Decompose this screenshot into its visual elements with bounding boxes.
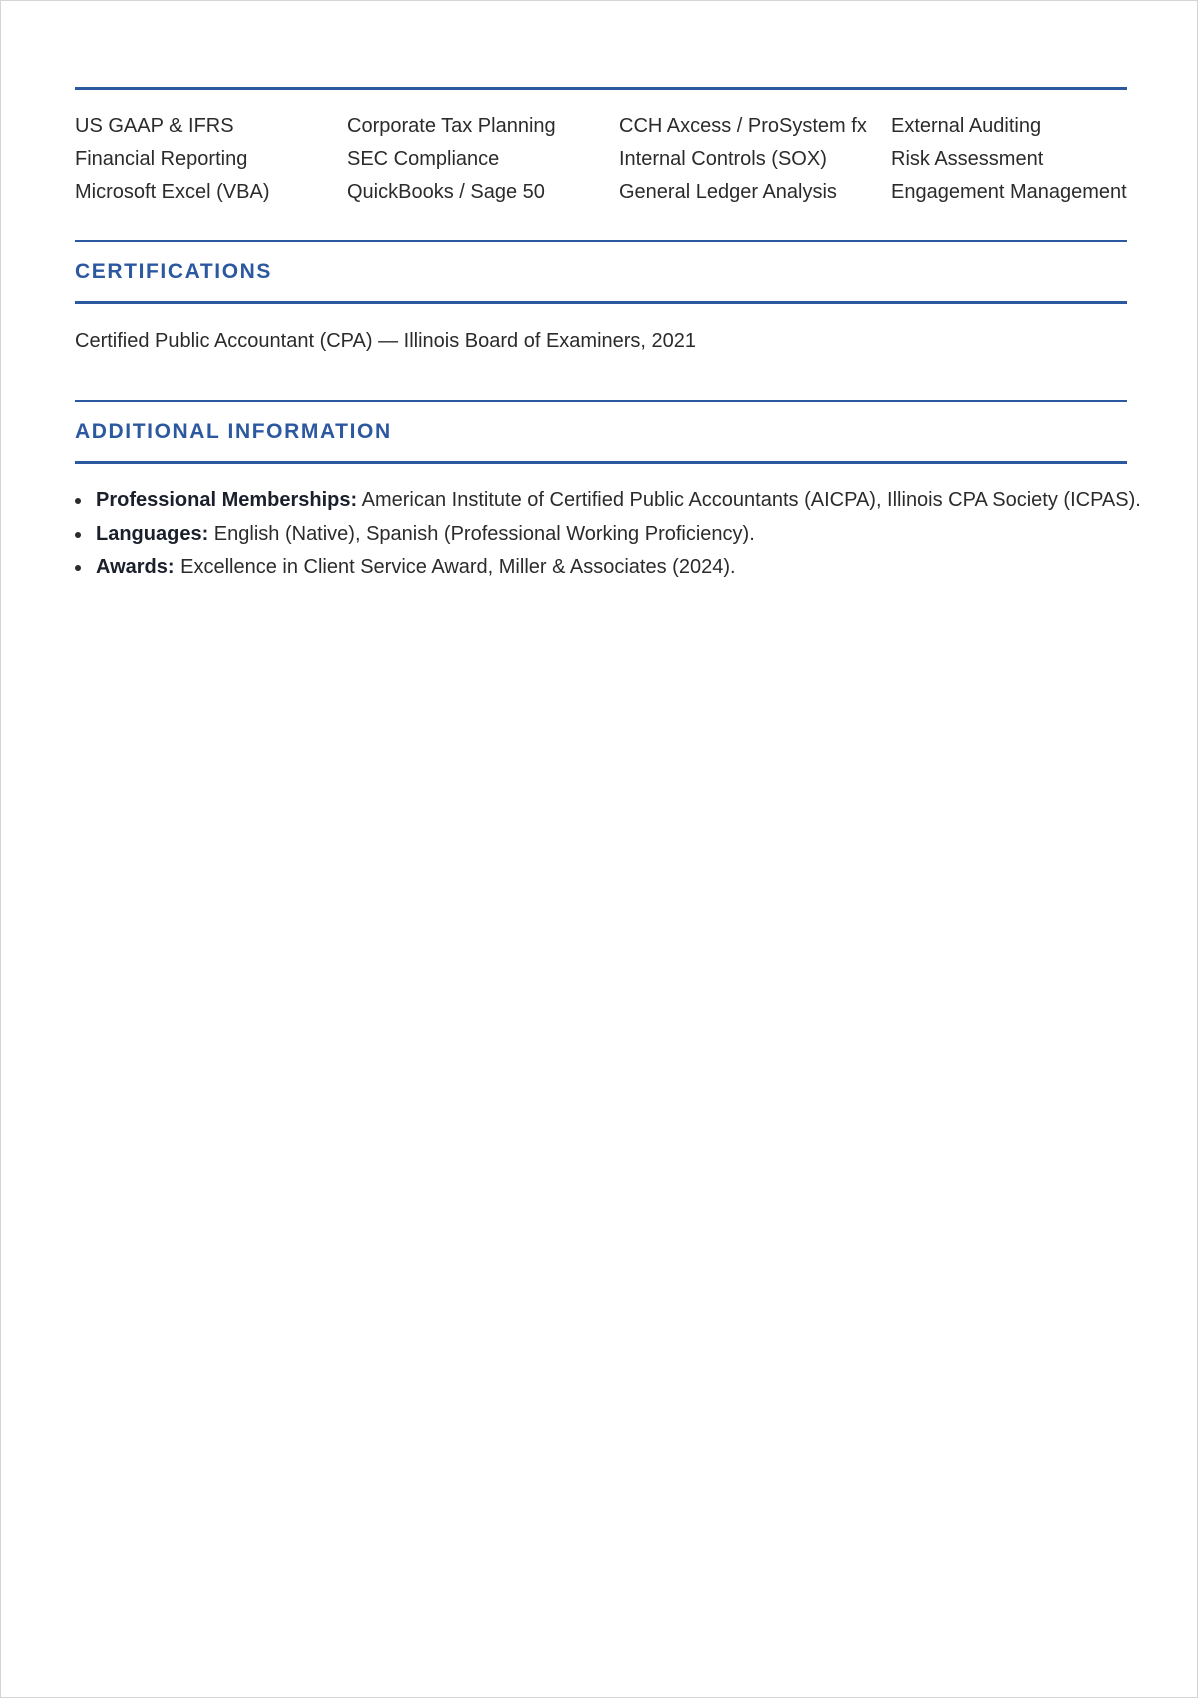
skills-grid [75, 114, 1127, 204]
skill-item: US GAAP & IFRS [75, 115, 234, 137]
info-label: Languages: [96, 522, 209, 545]
list-item [75, 555, 1127, 579]
skill-item: QuickBooks / Sage 50 [347, 181, 545, 203]
bullet-icon [75, 498, 81, 504]
skill-item: CCH Axcess / ProSystem fx [619, 115, 867, 137]
bullet-icon [75, 565, 81, 571]
info-text: English (Native), Spanish (Professional Working Proficiency). [208, 522, 755, 545]
certification-item: Certified Public Accountant (CPA) — Illinois Board of Examiners, 2021 [75, 330, 697, 352]
additional-information-heading: ADDITIONAL INFORMATION [75, 420, 392, 443]
certifications-section [75, 240, 1127, 353]
info-text: American Institute of Certified Public Accountants (AICPA), Illinois CPA Society (ICPAS). [357, 489, 1141, 511]
additional-top-rule [75, 400, 1127, 402]
skill-item: External Auditing [891, 115, 1042, 137]
info-label: Professional Memberships: [96, 489, 358, 511]
skill-item: General Ledger Analysis [619, 181, 837, 203]
certifications-top-rule [75, 240, 1127, 242]
certifications-heading: CERTIFICATIONS [75, 260, 273, 283]
skill-item: Corporate Tax Planning [347, 115, 556, 137]
skill-item: Engagement Management [891, 181, 1127, 203]
skill-item: Risk Assessment [891, 148, 1044, 170]
skills-top-rule [75, 87, 1127, 90]
list-item [75, 488, 1141, 512]
additional-heading-rule [75, 461, 1127, 464]
skill-item: Financial Reporting [75, 148, 248, 170]
skill-item: Internal Controls (SOX) [619, 148, 827, 170]
certifications-heading-rule [75, 301, 1127, 304]
additional-info-list [75, 488, 1141, 579]
bullet-icon [75, 532, 81, 538]
additional-information-section [75, 400, 1141, 579]
info-text: Excellence in Client Service Award, Miller & Associates (2024). [174, 556, 736, 578]
skill-item: SEC Compliance [347, 148, 500, 170]
info-label: Awards: [96, 556, 175, 578]
resume-content [75, 87, 1141, 589]
list-item [75, 522, 1127, 546]
skill-item: Microsoft Excel (VBA) [75, 181, 270, 203]
